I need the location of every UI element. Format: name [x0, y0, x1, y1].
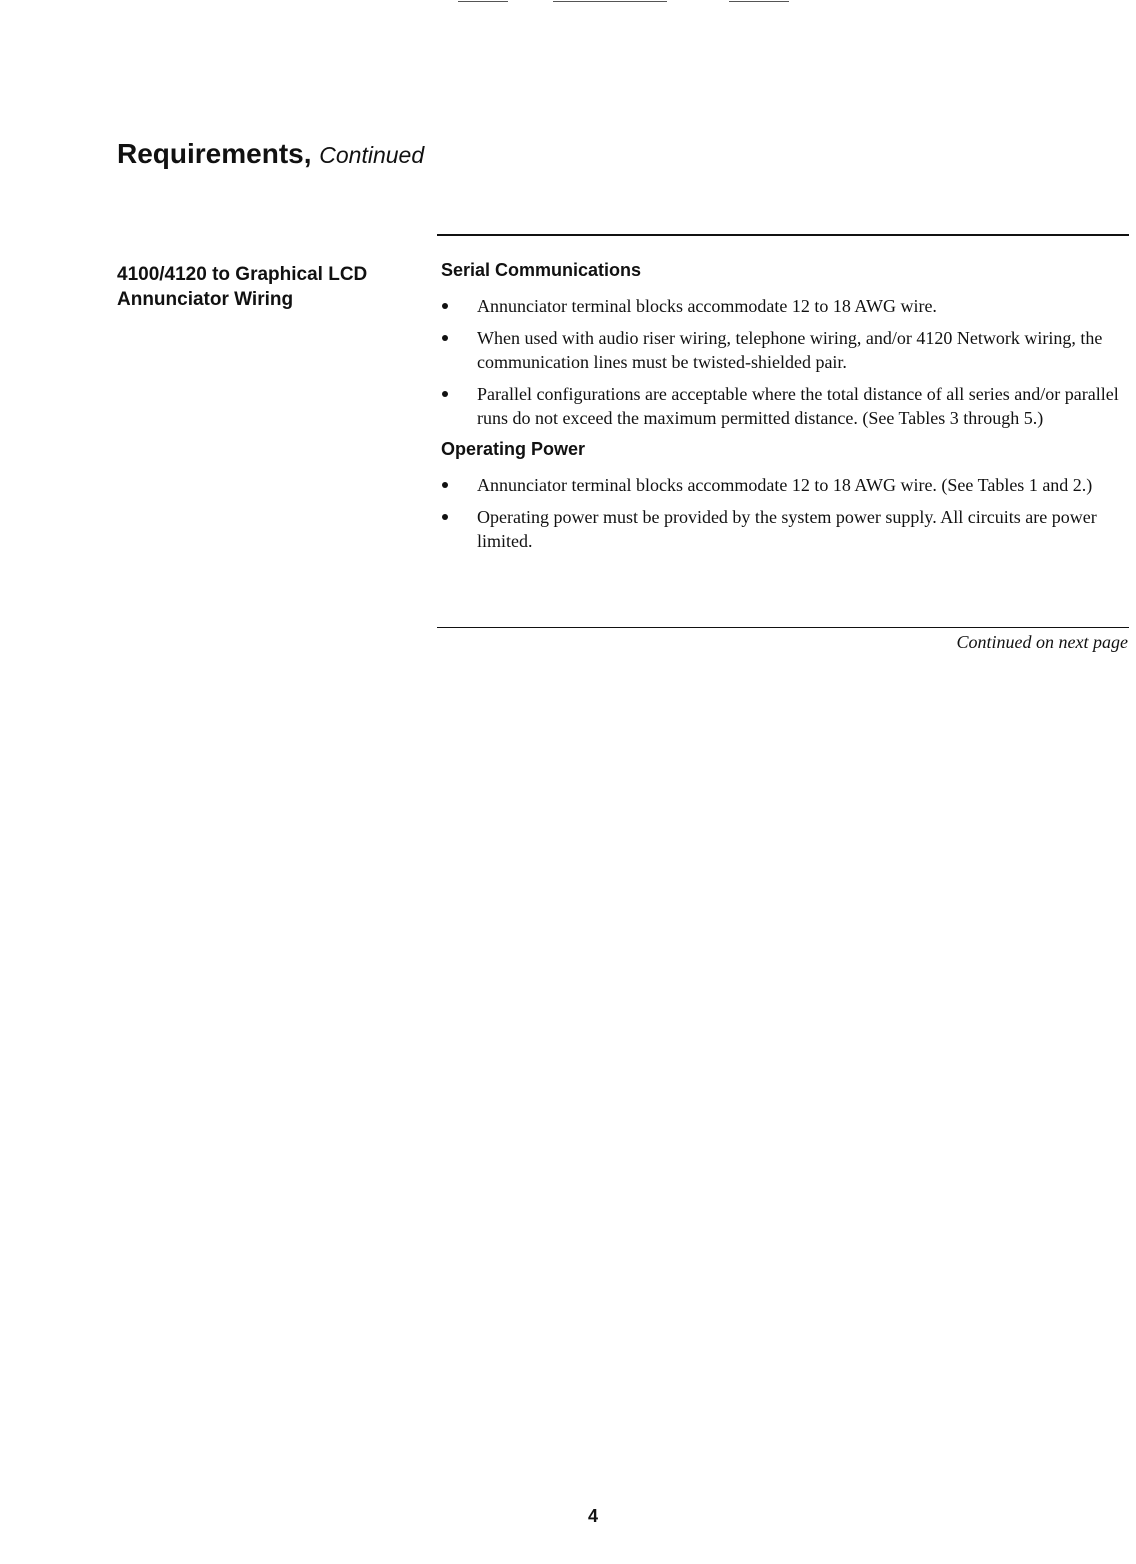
bullet-icon	[442, 335, 448, 341]
section-top-rule	[437, 234, 1129, 236]
list-item	[441, 505, 1125, 553]
side-heading	[117, 262, 417, 312]
page-number: 4	[587, 1506, 598, 1526]
side-heading-line: Annunciator Wiring	[117, 289, 294, 310]
serial-communications-heading: Serial Communications	[441, 260, 642, 280]
operating-power-list	[441, 473, 1129, 553]
page-title	[117, 136, 424, 173]
list-item-text: Parallel configurations are acceptable where the total distance of all series and/or parallel runs do not exceed the maximum permitted distance. (See Tables 3 through 5.)	[477, 384, 1119, 428]
list-item	[441, 382, 1125, 430]
list-item-text: Annunciator terminal blocks accommodate 12 to 18 AWG wire.	[477, 296, 937, 316]
scan-artifact-line	[553, 1, 667, 2]
list-item-text: When used with audio riser wiring, telephone wiring, and/or 4120 Network wiring, the communication lines must be twisted-shielded pair.	[477, 328, 1103, 372]
list-item-text: Operating power must be provided by the system power supply. All circuits are power limited.	[477, 507, 1097, 551]
continued-on-next-page: Continued on next page	[956, 632, 1128, 652]
bullet-icon	[442, 391, 448, 397]
bullet-icon	[442, 514, 448, 520]
list-item	[441, 294, 1125, 318]
bullet-icon	[442, 303, 448, 309]
side-heading-line: 4100/4120 to Graphical LCD	[117, 264, 368, 285]
scan-artifact-line	[729, 1, 789, 2]
scan-artifact-line	[458, 1, 508, 2]
page-title-continued: Continued	[319, 142, 425, 168]
page-title-main: Requirements,	[117, 138, 312, 169]
section-bottom-rule	[437, 627, 1129, 628]
section-body	[441, 258, 1129, 553]
serial-communications-list	[441, 294, 1129, 430]
list-item	[441, 473, 1125, 497]
bullet-icon	[442, 482, 448, 488]
list-item-text: Annunciator terminal blocks accommodate 12 to 18 AWG wire. (See Tables 1 and 2.)	[477, 475, 1093, 495]
list-item	[441, 326, 1125, 374]
operating-power-heading: Operating Power	[441, 439, 586, 459]
